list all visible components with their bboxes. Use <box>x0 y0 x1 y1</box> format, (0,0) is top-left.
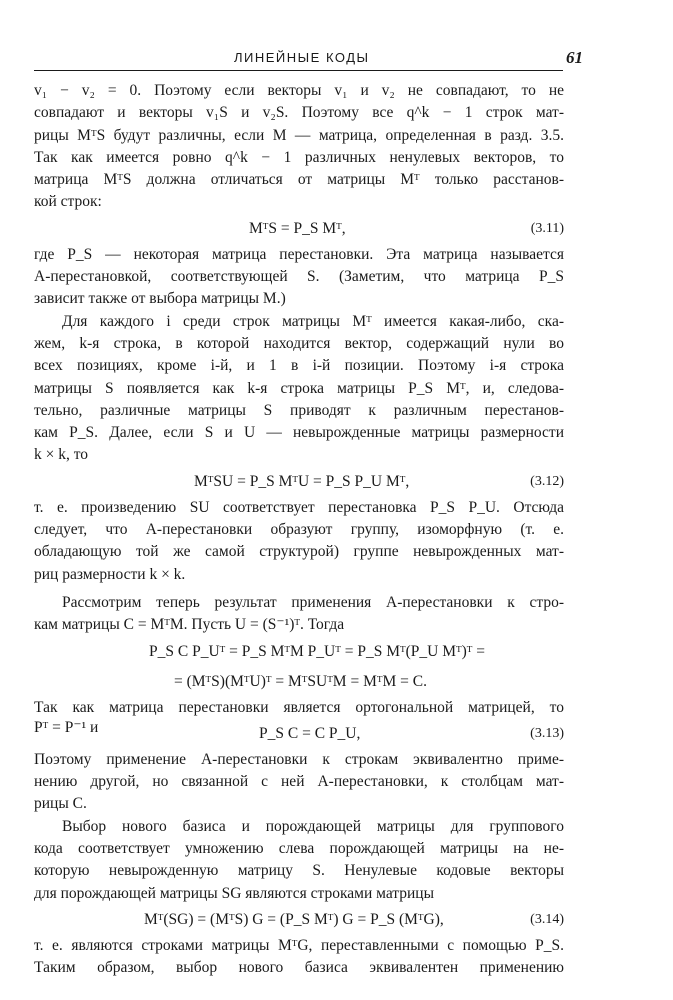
text-line: кам P_S. Далее, если S и U — невырожденные матрицы размерности <box>34 424 564 442</box>
equation-3-12 <box>34 467 564 497</box>
equation-number: (3.13) <box>530 725 564 741</box>
text-line: матрицы S появляется как k-я строка матрицы P_S Mᵀ, и, следова- <box>34 379 564 397</box>
text-line: где P_S — некоторая матрица перестановки. Эта матрица называется <box>34 245 564 263</box>
equation-number: (3.11) <box>530 220 564 236</box>
equation-3-14 <box>34 905 564 935</box>
text-line: кой строк: <box>34 193 102 211</box>
equation-unnumbered-1 <box>34 637 564 667</box>
text-line: риц размерности k × k. <box>34 565 186 583</box>
text-line: нению другой, но связанной с ней A-перестановки, к столбцам мат- <box>34 773 564 791</box>
running-header <box>34 48 563 71</box>
text-line: следует, что A-перестановки образуют группу, изоморфную (т. е. <box>34 521 564 539</box>
text-line: жем, k-я строка, в которой находится вектор, содержащий нули во <box>34 334 564 352</box>
text-line: всех позициях, кроме i-й, и 1 в i-й позиции. Поэтому i-я строка <box>34 357 564 375</box>
text-line: зависит также от выбора матрицы M.) <box>34 290 286 308</box>
equation-unnumbered-2 <box>34 667 564 697</box>
equation-3-11 <box>34 214 564 244</box>
text-line: рицы C. <box>34 795 87 813</box>
equation-number: (3.14) <box>530 911 564 927</box>
text-line: т. е. являются строками матрицы MᵀG, переставленными с помощью P_S. <box>34 936 564 954</box>
text-line: т. е. произведению SU соответствует перестановка P_S P_U. Отсюда <box>34 498 564 516</box>
text-line: которую невырожденную матрицу S. Ненулевые кодовые векторы <box>34 862 564 880</box>
text-line: Таким образом, выбор нового базиса эквивалентен применению <box>34 959 564 977</box>
equation-formula: Mᵀ(SG) = (MᵀS) G = (P_S Mᵀ) G = P_S (MᵀG), <box>144 910 444 928</box>
text-line: Для каждого i среди строк матрицы Mᵀ имеется какая-либо, ска- <box>62 312 564 330</box>
equation-formula: MᵀSU = P_S MᵀU = P_S P_U Mᵀ, <box>194 472 410 490</box>
text-line: Поэтому применение A-перестановки к строкам эквивалентно приме- <box>34 750 564 768</box>
text-line: кам матрицы C = MᵀM. Пусть U = (S⁻¹)ᵀ. Тогда <box>34 616 345 634</box>
page-body <box>34 80 564 980</box>
text-line: для порождающей матрицы SG являются строками матрицы <box>34 884 435 902</box>
equation-number: (3.12) <box>530 473 564 489</box>
text-line: Выбор нового базиса и порождающей матрицы для группового <box>62 817 564 835</box>
text-line: A-перестановкой, соответствующей S. (Заметим, что матрица P_S <box>34 268 564 286</box>
text-line: Так как матрица перестановки является ортогональной матрицей, то <box>34 698 564 716</box>
text-line: v₁ − v₂ = 0. Поэтому если векторы v₁ и v₂ не совпадают, то не <box>34 82 564 99</box>
text-line: матрица MᵀS должна отличаться от матрицы Mᵀ только расстанов- <box>34 171 564 189</box>
equation-formula: = (MᵀS)(MᵀU)ᵀ = MᵀSUᵀM = MᵀM = C. <box>174 672 427 690</box>
text-line: k × k, то <box>34 446 89 464</box>
equation-formula: P_S C = C P_U, <box>259 724 361 742</box>
equation-3-13 <box>34 719 564 749</box>
equation-formula: MᵀS = P_S Mᵀ, <box>249 219 346 237</box>
equation-formula: P_S C P_Uᵀ = P_S MᵀM P_Uᵀ = P_S Mᵀ(P_U Mᵀ)ᵀ = <box>149 642 485 660</box>
text-line: совпадают и векторы v₁S и v₂S. Поэтому все q^k − 1 строк мат- <box>34 104 564 122</box>
text-line: Рассмотрим теперь результат применения A-перестановки к стро- <box>62 593 564 611</box>
text-line: Pᵀ = P⁻¹ и <box>34 718 99 736</box>
text-line: тельно, различные матрицы S приводят к различным перестанов- <box>34 401 564 419</box>
text-line: рицы MᵀS будут различны, если M — матрица, определенная в разд. 3.5. <box>34 126 564 144</box>
page-number: 61 <box>566 48 583 67</box>
text-line: обладающую той же самой структурой) группе невырожденных мат- <box>34 543 564 561</box>
text-line: кода соответствует умножению слева порождающей матрицы на не- <box>34 840 564 858</box>
text-line: Так как имеется ровно q^k − 1 различных ненулевых векторов, то <box>34 148 564 166</box>
header-title: ЛИНЕЙНЫЕ КОДЫ <box>234 50 370 65</box>
